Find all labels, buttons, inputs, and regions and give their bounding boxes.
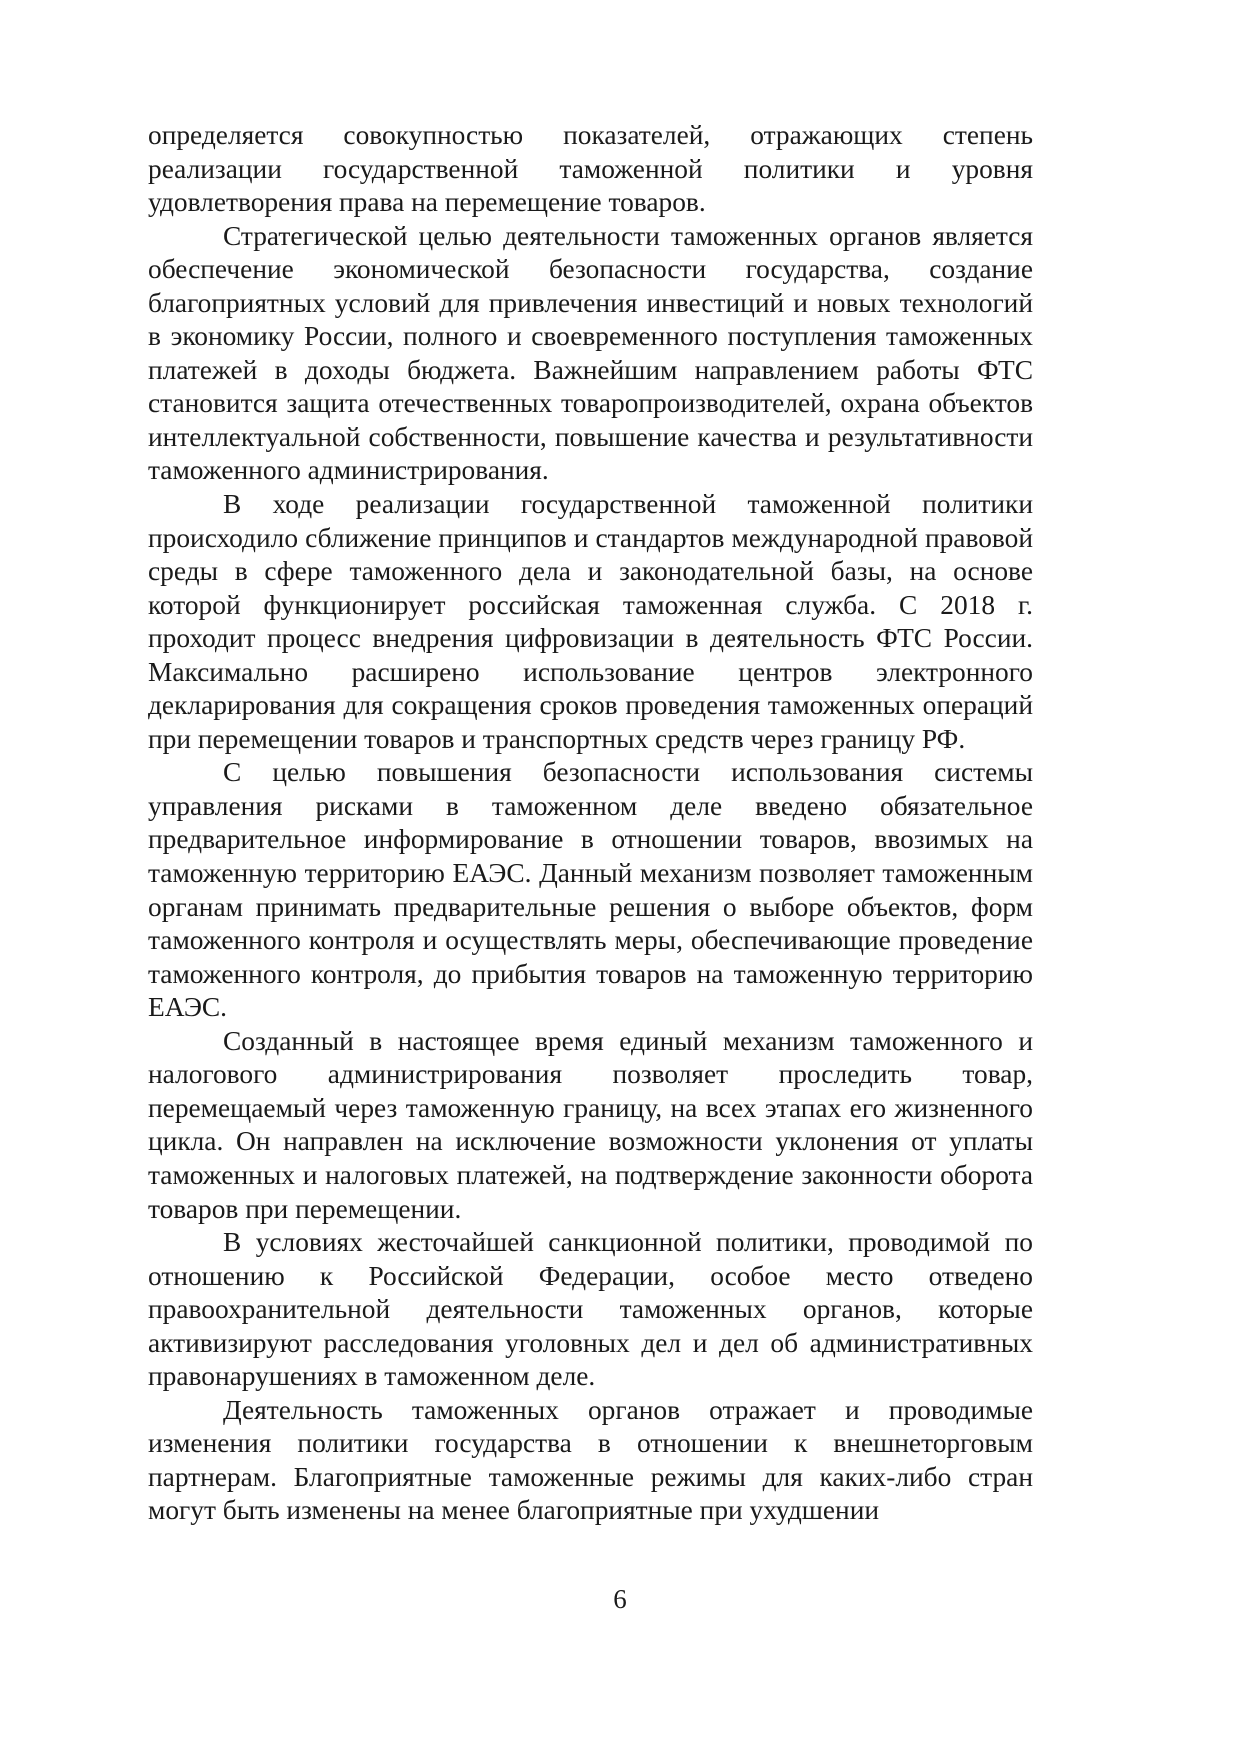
paragraph-7: Деятельность таможенных органов отражает и проводимые изменения политики государства в отношении к внешнеторговым партнерам. Благоприятные таможенные режимы для каких-либо стран могут быть изменены на менее благоприятные при ухудшении [148,1394,1033,1526]
paragraph-1: определяется совокупностью показателей, отражающих степень реализации государственной таможенной политики и уровня удовлетворения права на перемещение товаров. [148,120,1033,218]
page-number: 6 [613,1584,627,1614]
document-body [148,119,1033,1528]
paragraph-4: С целью повышения безопасности использования системы управления рисками в таможенном деле введено обязательное предварительное информирование в отношении товаров, ввозимых на таможенную территорию ЕАЭС. Данный механизм позволяет таможенным органам принимать предварительные решения о выборе объектов, форм таможенного контроля и осуществлять меры, обеспечивающие проведение таможенного контроля, до прибытия товаров на таможенную территорию ЕАЭС. [148,757,1033,1023]
paragraph-6: В условиях жесточайшей санкционной политики, проводимой по отношению к Российской Федерации, особое место отведено правоохранительной деятельности таможенных органов, которые активизируют расследования уголовных дел и дел об административных правонарушениях в таможенном деле. [148,1227,1033,1392]
paragraph-3: В ходе реализации государственной таможенной политики происходило сближение принципов и стандартов международной правовой среды в сфере таможенного дела и законодательной базы, на основе которой функционирует российская таможенная служба. С 2018 г. проходит процесс внедрения цифровизации в деятельность ФТС России. Максимально расширено использование центров электронного декларирования для сокращения сроков проведения таможенных операций при перемещении товаров и транспортных средств через границу РФ. [148,489,1033,754]
paragraph-5: Созданный в настоящее время единый механизм таможенного и налогового администрирования позволяет проследить товар, перемещаемый через таможенную границу, на всех этапах его жизненного цикла. Он направлен на исключение возможности уклонения от уплаты таможенных и налоговых платежей, на подтверждение законности оборота товаров при перемещении. [148,1025,1033,1224]
paragraph-2: Стратегической целью деятельности таможенных органов является обеспечение экономической безопасности государства, создание благоприятных условий для привлечения инвестиций и новых технологий в экономику России, полного и своевременного поступления таможенных платежей в доходы бюджета. Важнейшим направлением работы ФТС становится защита отечественных товаропроизводителей, охрана объектов интеллектуальной собственности, повышение качества и результативности таможенного администрирования. [148,220,1033,486]
